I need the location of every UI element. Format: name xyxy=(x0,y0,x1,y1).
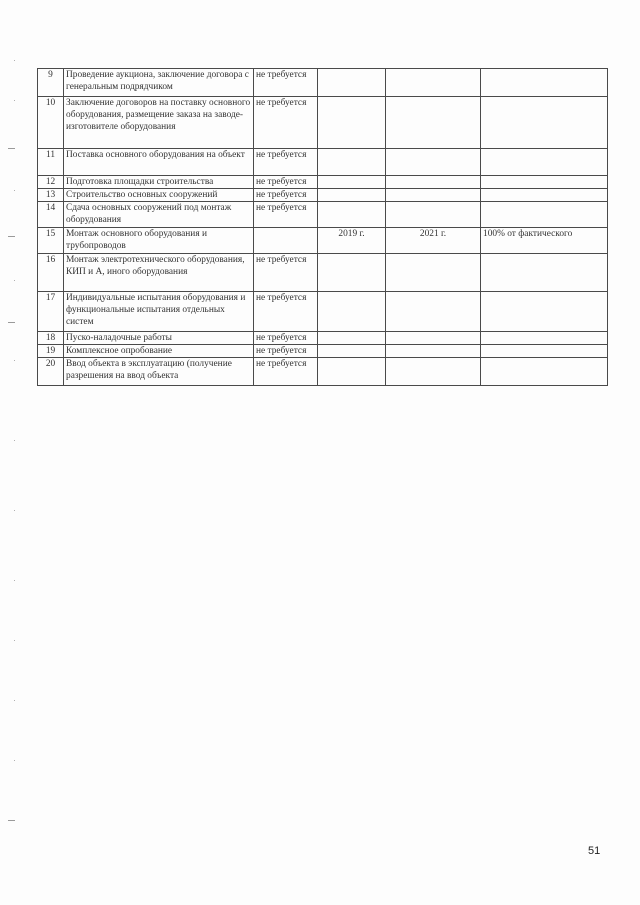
stage-name: Поставка основного оборудования на объект xyxy=(64,149,254,176)
start-date xyxy=(318,358,386,386)
row-number: 17 xyxy=(38,292,64,332)
note-cell xyxy=(481,97,608,149)
row-number: 12 xyxy=(38,176,64,189)
table-row xyxy=(38,69,608,97)
row-number: 11 xyxy=(38,149,64,176)
stage-name: Монтаж электротехнического оборудования, КИП и А, иного оборудования xyxy=(64,254,254,292)
stage-name: Проведение аукциона, заключение договора с генеральным подрядчиком xyxy=(64,69,254,97)
table-row xyxy=(38,149,608,176)
table-row xyxy=(38,332,608,345)
start-date xyxy=(318,149,386,176)
scan-margin-marks xyxy=(4,40,20,860)
stage-status: не требуется xyxy=(254,345,318,358)
table-row xyxy=(38,228,608,254)
stage-status: не требуется xyxy=(254,358,318,386)
note-cell xyxy=(481,202,608,228)
table-row xyxy=(38,202,608,228)
end-date xyxy=(386,69,481,97)
stage-name: Индивидуальные испытания оборудования и функциональные испытания отдельных систем xyxy=(64,292,254,332)
stage-name: Ввод объекта в эксплуатацию (получение разрешения на ввод объекта xyxy=(64,358,254,386)
end-date xyxy=(386,202,481,228)
stage-status: не требуется xyxy=(254,176,318,189)
note-cell xyxy=(481,149,608,176)
note-cell xyxy=(481,358,608,386)
start-date xyxy=(318,176,386,189)
stage-status: не требуется xyxy=(254,332,318,345)
end-date xyxy=(386,345,481,358)
start-date xyxy=(318,189,386,202)
stage-status xyxy=(254,228,318,254)
schedule-table xyxy=(37,68,608,386)
stage-status: не требуется xyxy=(254,149,318,176)
stage-status: не требуется xyxy=(254,69,318,97)
note-cell: 100% от фактического xyxy=(481,228,608,254)
stage-name: Монтаж основного оборудования и трубопроводов xyxy=(64,228,254,254)
row-number: 14 xyxy=(38,202,64,228)
start-date xyxy=(318,345,386,358)
start-date xyxy=(318,97,386,149)
table-body xyxy=(38,69,608,386)
table-row xyxy=(38,97,608,149)
end-date xyxy=(386,358,481,386)
stage-name: Пуско-наладочные работы xyxy=(64,332,254,345)
table-row xyxy=(38,292,608,332)
stage-name: Заключение договоров на поставку основного оборудования, размещение заказа на заводе-изготовителе оборудования xyxy=(64,97,254,149)
table-row xyxy=(38,176,608,189)
end-date xyxy=(386,292,481,332)
start-date: 2019 г. xyxy=(318,228,386,254)
row-number: 10 xyxy=(38,97,64,149)
end-date xyxy=(386,149,481,176)
row-number: 15 xyxy=(38,228,64,254)
page-number: 51 xyxy=(588,845,601,857)
start-date xyxy=(318,332,386,345)
stage-status: не требуется xyxy=(254,97,318,149)
end-date xyxy=(386,97,481,149)
stage-status: не требуется xyxy=(254,202,318,228)
note-cell xyxy=(481,345,608,358)
stage-status: не требуется xyxy=(254,292,318,332)
end-date: 2021 г. xyxy=(386,228,481,254)
row-number: 18 xyxy=(38,332,64,345)
end-date xyxy=(386,332,481,345)
end-date xyxy=(386,189,481,202)
note-cell xyxy=(481,69,608,97)
row-number: 20 xyxy=(38,358,64,386)
note-cell xyxy=(481,176,608,189)
note-cell xyxy=(481,254,608,292)
table-row xyxy=(38,189,608,202)
stage-status: не требуется xyxy=(254,254,318,292)
stage-name: Комплексное опробование xyxy=(64,345,254,358)
stage-name: Подготовка площадки строительства xyxy=(64,176,254,189)
start-date xyxy=(318,292,386,332)
start-date xyxy=(318,254,386,292)
table-row xyxy=(38,254,608,292)
note-cell xyxy=(481,189,608,202)
row-number: 13 xyxy=(38,189,64,202)
note-cell xyxy=(481,292,608,332)
table-row xyxy=(38,345,608,358)
stage-status: не требуется xyxy=(254,189,318,202)
start-date xyxy=(318,202,386,228)
end-date xyxy=(386,254,481,292)
row-number: 19 xyxy=(38,345,64,358)
end-date xyxy=(386,176,481,189)
note-cell xyxy=(481,332,608,345)
start-date xyxy=(318,69,386,97)
stage-name: Строительство основных сооружений xyxy=(64,189,254,202)
stage-name: Сдача основных сооружений под монтаж оборудования xyxy=(64,202,254,228)
row-number: 16 xyxy=(38,254,64,292)
table-row xyxy=(38,358,608,386)
row-number: 9 xyxy=(38,69,64,97)
